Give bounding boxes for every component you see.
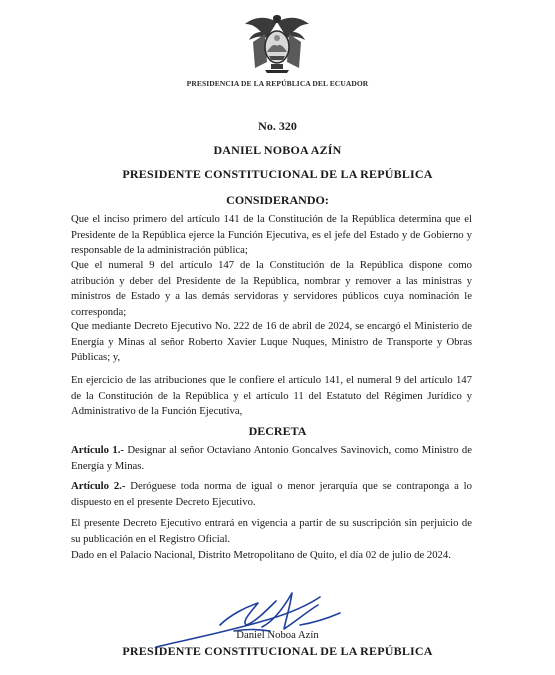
seal-caption: PRESIDENCIA DE LA REPÚBLICA DEL ECUADOR (186, 79, 369, 88)
decree-number: No. 320 (258, 119, 297, 133)
consideration-paragraph: Que mediante Decreto Ejecutivo No. 222 de 16 de abril de 2024, se encargó el Ministerio de Energía y Minas al señor Roberto Xavier Luque Nuques, Ministro de Transporte y Obras Públicas; y, (71, 320, 472, 364)
signatory-name: Daniel Noboa Azín (236, 629, 319, 641)
article-text: Deróguese toda norma de igual o menor jerarquía que se contraponga a lo dispuesto en el presente Decreto Ejecutivo. (71, 480, 472, 508)
considerando-heading: CONSIDERANDO: (226, 193, 329, 207)
ecuador-coat-of-arms-icon (243, 12, 311, 74)
article-label: Artículo 1.- (71, 444, 124, 456)
consideration-paragraph: Que el inciso primero del artículo 141 de la Constitución de la República determina que el Presidente de la República ejerce la Función Ejecutiva, es el jefe del Estado y de Gobierno y responsable de la administración pública; (71, 213, 472, 257)
article-paragraph (71, 443, 472, 474)
article-label: Artículo 2.- (71, 480, 126, 492)
signatory-title: PRESIDENTE CONSTITUCIONAL DE LA REPÚBLICA (122, 644, 433, 658)
president-title: PRESIDENTE CONSTITUCIONAL DE LA REPÚBLICA (122, 167, 433, 181)
president-name: DANIEL NOBOA AZÍN (213, 143, 342, 157)
consideration-paragraph: Que el numeral 9 del artículo 147 de la Constitución de la República dispone como atribución y deber del Presidente de la República, nombrar y remover a las ministras y ministros de Estado y a las demás servidoras y servidores públicos cuya nominación le corresponda; (71, 259, 472, 318)
article-paragraph (71, 479, 472, 510)
consideration-paragraph: En ejercicio de las atribuciones que le confiere el artículo 141, el numeral 9 del artículo 147 de la Constitución de la República y el artículo 11 del Estatuto del Régimen Jurídico y Administrativo de la Función Ejecutiva, (71, 374, 472, 418)
dated-line: Dado en el Palacio Nacional, Distrito Metropolitano de Quito, el día 02 de julio de 2024. (71, 549, 451, 561)
article-text: Designar al señor Octaviano Antonio Goncalves Savinovich, como Ministro de Energía y Minas. (71, 444, 472, 472)
final-provision: El presente Decreto Ejecutivo entrará en vigencia a partir de su suscripción sin perjuicio de su publicación en el Registro Oficial. (71, 517, 472, 545)
decreta-heading: DECRETA (248, 424, 307, 438)
